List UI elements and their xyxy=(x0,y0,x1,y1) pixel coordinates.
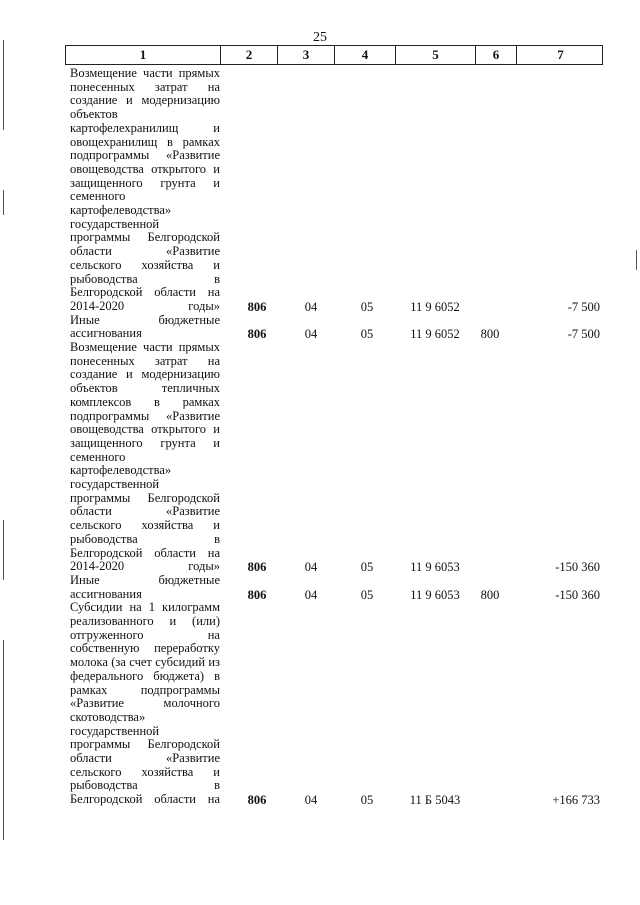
cell-col-4: 05 xyxy=(360,299,374,314)
description-line: картофелеводства» xyxy=(70,203,172,218)
description-line: рыбоводства в xyxy=(70,531,220,546)
cell-col-3: 04 xyxy=(304,560,318,575)
cell-col-2: 806 xyxy=(247,327,267,342)
row-description xyxy=(70,67,220,314)
description-line: собственную переработку xyxy=(70,641,220,656)
cell-col-3: 04 xyxy=(304,299,318,314)
description-line: подпрограммы «Развитие xyxy=(70,408,220,423)
description-line: программы Белгородской xyxy=(70,230,220,245)
scan-margin-mark xyxy=(3,190,4,215)
column-header-3: 3 xyxy=(278,46,335,64)
cell-col-4: 05 xyxy=(360,587,374,602)
cell-col-7: -150 360 xyxy=(555,560,600,575)
description-line: области «Развитие xyxy=(70,244,220,259)
cell-col-4: 05 xyxy=(360,793,374,808)
cell-col-5: 11 9 6053 xyxy=(410,560,460,575)
description-line: рамках подпрограммы xyxy=(70,682,220,697)
scan-margin-mark xyxy=(3,520,4,580)
description-line: программы Белгородской xyxy=(70,490,220,505)
cell-col-5: 11 9 6053 xyxy=(410,587,460,602)
description-line: молока (за счет субсидий из xyxy=(70,655,220,670)
cell-col-5: 11 9 6052 xyxy=(410,299,460,314)
cell-col-6: 800 xyxy=(480,587,500,602)
cell-col-7: +166 733 xyxy=(552,793,600,808)
description-line: Возмещение части прямых xyxy=(70,66,220,80)
description-line: «Развитие молочного xyxy=(70,696,220,711)
description-line: Белгородской области на xyxy=(70,545,220,560)
description-line: овощеводства открытого и xyxy=(70,161,220,176)
description-line: объектов тепличных xyxy=(70,381,220,396)
cell-col-5: 11 Б 5043 xyxy=(409,793,461,808)
column-header-7: 7 xyxy=(557,47,564,62)
description-line: ассигнования xyxy=(70,326,142,341)
description-line: государственной xyxy=(70,216,160,231)
description-line: защищенного грунта и xyxy=(70,435,220,450)
description-line: отгруженного на xyxy=(70,627,220,642)
description-line: области «Развитие xyxy=(70,504,220,519)
scan-margin-mark xyxy=(3,640,4,840)
cell-col-4: 05 xyxy=(360,327,374,342)
cell-col-2: 806 xyxy=(247,587,267,602)
description-line: создание и модернизацию xyxy=(70,93,220,108)
description-line: Иные бюджетные xyxy=(70,312,220,327)
scan-margin-mark xyxy=(3,40,4,130)
description-line: ассигнования xyxy=(70,586,142,601)
description-line: комплексов в рамках xyxy=(70,394,220,409)
description-line: объектов xyxy=(70,107,118,122)
description-line: защищенного грунта и xyxy=(70,175,220,190)
description-line: федерального бюджета) в xyxy=(70,668,220,683)
column-header-1: 1 xyxy=(66,46,221,64)
page-number: 25 xyxy=(313,30,327,45)
description-line: создание и модернизацию xyxy=(70,367,220,382)
row-description xyxy=(70,314,220,341)
description-line: понесенных затрат на xyxy=(70,353,220,368)
cell-col-3: 04 xyxy=(304,587,318,602)
description-line: государственной xyxy=(70,477,160,492)
description-line: понесенных затрат на xyxy=(70,79,220,94)
description-line: сельского хозяйства и xyxy=(70,518,220,533)
description-line: сельского хозяйства и xyxy=(70,257,220,272)
description-line: 2014-2020 годы» xyxy=(70,298,220,313)
description-line: семенного xyxy=(70,449,126,464)
description-line: подпрограммы «Развитие xyxy=(70,148,220,163)
cell-col-4: 05 xyxy=(360,560,374,575)
column-header-6: 6 xyxy=(476,46,517,64)
row-description xyxy=(70,574,220,601)
description-line: рыбоводства в xyxy=(70,271,220,286)
row-description xyxy=(70,341,220,574)
cell-col-5: 11 9 6052 xyxy=(410,327,460,342)
description-line: картофелеводства» xyxy=(70,463,172,478)
description-line: 2014-2020 годы» xyxy=(70,559,220,574)
cell-col-7: -150 360 xyxy=(555,587,600,602)
cell-col-7: -7 500 xyxy=(567,327,600,342)
column-header-5: 5 xyxy=(396,46,476,64)
description-line: скотоводства» xyxy=(70,709,146,724)
description-line: программы Белгородской xyxy=(70,737,220,752)
cell-col-2: 806 xyxy=(247,793,267,808)
table-header xyxy=(65,45,603,65)
column-header-4: 4 xyxy=(335,46,396,64)
cell-col-7: -7 500 xyxy=(567,299,600,314)
description-line: сельского хозяйства и xyxy=(70,764,220,779)
description-line: области «Развитие xyxy=(70,751,220,766)
description-line: государственной xyxy=(70,723,160,738)
description-line: семенного xyxy=(70,189,126,204)
description-line: картофелехранилищ и xyxy=(70,120,220,135)
column-header-2: 2 xyxy=(221,46,278,64)
description-line: Белгородской области на xyxy=(70,285,220,300)
description-line: Белгородской области на xyxy=(70,792,220,807)
description-line: овощехранилищ в рамках xyxy=(70,134,220,149)
cell-col-2: 806 xyxy=(247,299,267,314)
scan-margin-mark xyxy=(636,250,637,270)
description-line: Иные бюджетные xyxy=(70,572,220,587)
description-line: Субсидии на 1 килограмм xyxy=(70,600,220,615)
cell-col-3: 04 xyxy=(304,793,318,808)
cell-col-6: 800 xyxy=(480,327,500,342)
description-line: овощеводства открытого и xyxy=(70,422,220,437)
description-line: реализованного и (или) xyxy=(70,614,220,628)
row-description xyxy=(70,601,220,807)
description-line: Возмещение части прямых xyxy=(70,340,220,354)
description-line: рыбоводства в xyxy=(70,778,220,793)
cell-col-3: 04 xyxy=(304,327,318,342)
cell-col-2: 806 xyxy=(247,560,267,575)
